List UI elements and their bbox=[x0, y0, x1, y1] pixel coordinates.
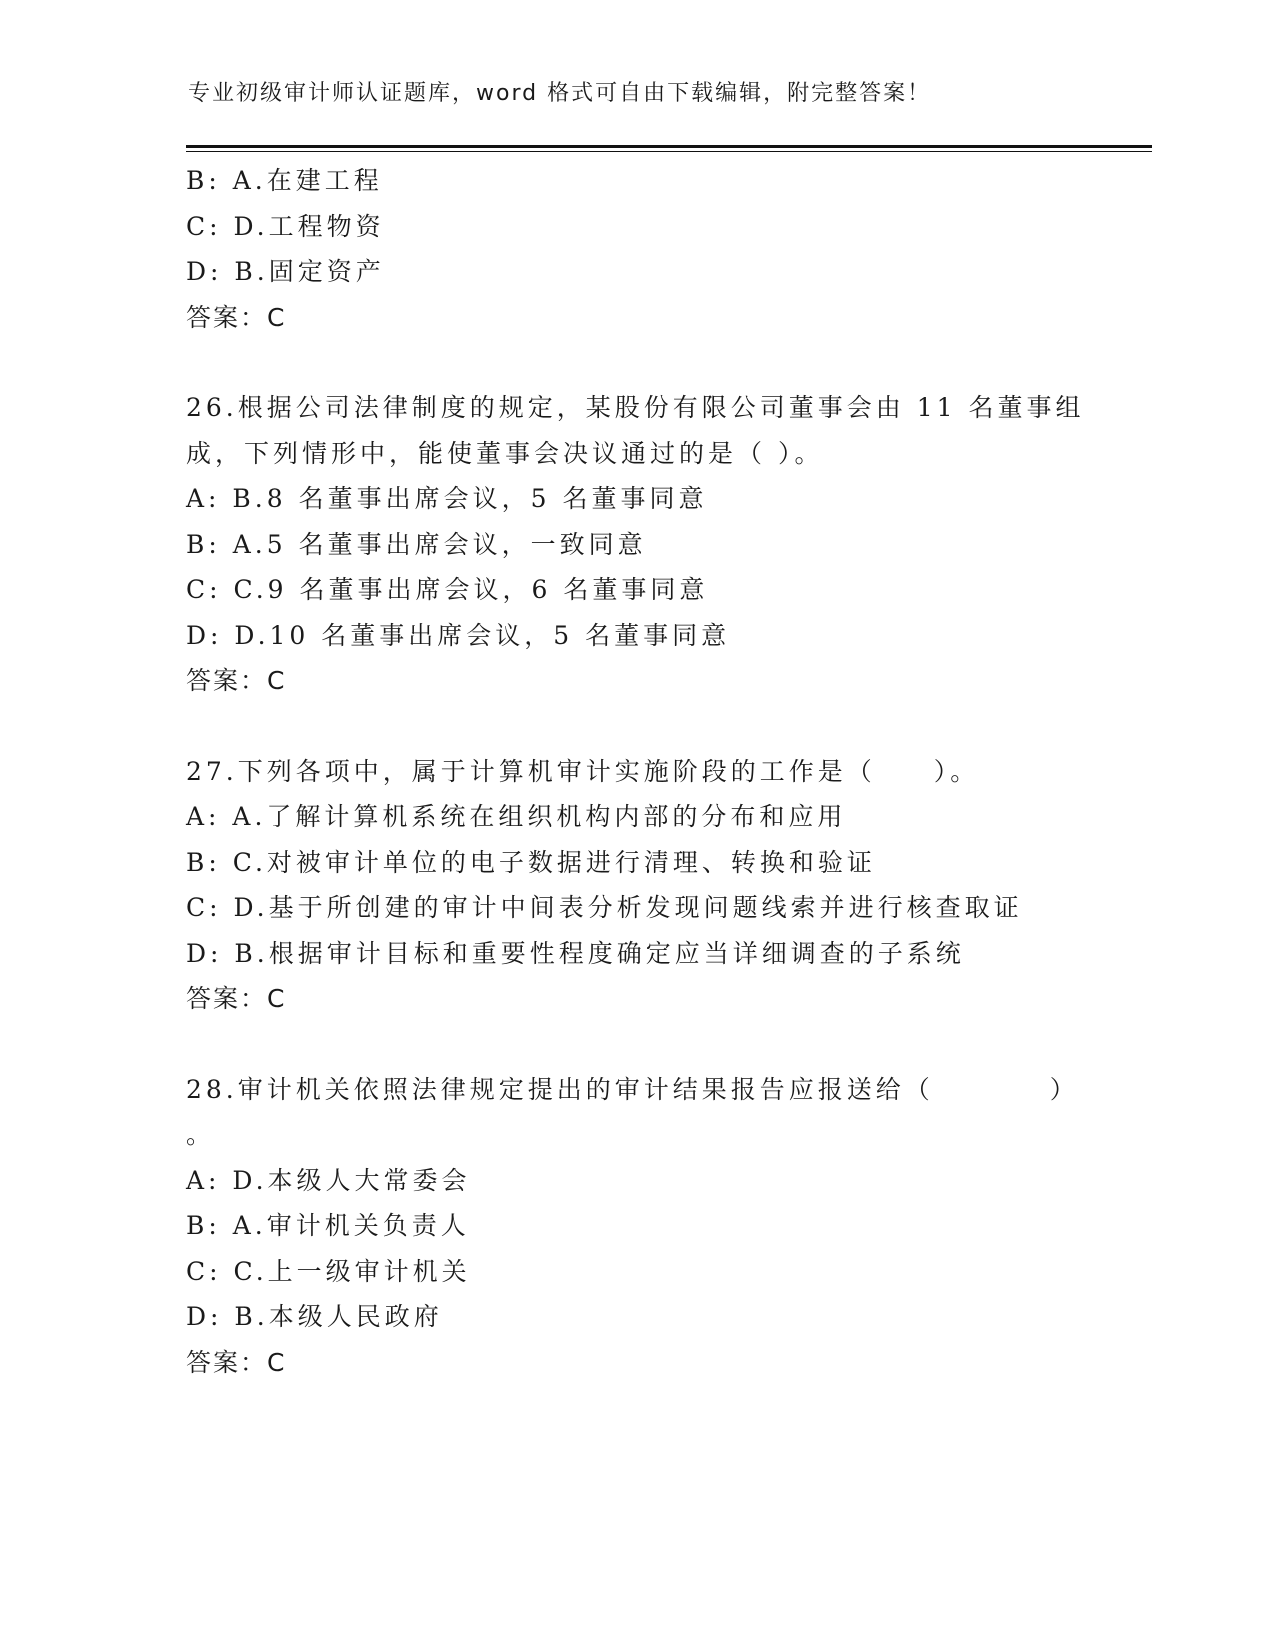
answer-line: 答案：C bbox=[186, 666, 287, 695]
question-stem-line: 成，下列情形中，能使董事会决议通过的是（ ）。 bbox=[186, 438, 824, 468]
option-a: A: A.了解计算机系统在组织机构内部的分布和应用 bbox=[186, 802, 847, 831]
question-stem-line: 。 bbox=[186, 1120, 216, 1149]
question-stem-line: 27.下列各项中，属于计算机审计实施阶段的工作是（ ）。 bbox=[186, 756, 980, 786]
option-d: D: B.根据审计目标和重要性程度确定应当详细调查的子系统 bbox=[186, 938, 965, 968]
option-d: D: B.本级人民政府 bbox=[186, 1302, 443, 1331]
option-a: A: B.8 名董事出席会议，5 名董事同意 bbox=[186, 484, 708, 513]
header-rule-thick bbox=[186, 145, 1152, 148]
answer-line: 答案：C bbox=[186, 1347, 287, 1377]
header-rule-thin bbox=[186, 151, 1152, 152]
answer-line: 答案：C bbox=[186, 984, 287, 1013]
option-b: B: A.5 名董事出席会议，一致同意 bbox=[186, 529, 647, 559]
page-header: 专业初级审计师认证题库，word 格式可自由下载编辑，附完整答案！ bbox=[188, 81, 932, 106]
option-d: D: B.固定资产 bbox=[186, 257, 385, 286]
option-c: C: C.上一级审计机关 bbox=[186, 1256, 471, 1286]
spacer bbox=[186, 1022, 1086, 1067]
spacer bbox=[186, 340, 1086, 385]
question-content bbox=[186, 158, 1086, 1385]
answer-line: 答案：C bbox=[186, 302, 287, 332]
question-27 bbox=[186, 749, 1086, 1022]
question-28 bbox=[186, 1067, 1086, 1386]
option-b: B: A.在建工程 bbox=[186, 166, 383, 195]
option-c: C: D.基于所创建的审计中间表分析发现问题线索并进行核查取证 bbox=[186, 893, 1023, 922]
option-b: B: A.审计机关负责人 bbox=[186, 1211, 470, 1240]
option-c: C: D.工程物资 bbox=[186, 211, 385, 241]
spacer bbox=[186, 704, 1086, 749]
option-c: C: C.9 名董事出席会议，6 名董事同意 bbox=[186, 575, 709, 604]
option-a: A: D.本级人大常委会 bbox=[186, 1165, 471, 1195]
question-stem-line: 26.根据公司法律制度的规定，某股份有限公司董事会由 11 名董事组 bbox=[186, 393, 1085, 422]
continued-question bbox=[186, 158, 1086, 340]
question-stem-line: 28.审计机关依照法律规定提出的审计结果报告应报送给（ ） bbox=[186, 1074, 1079, 1104]
option-d: D: D.10 名董事出席会议，5 名董事同意 bbox=[186, 620, 731, 650]
option-b: B: C.对被审计单位的电子数据进行清理、转换和验证 bbox=[186, 847, 876, 877]
question-26 bbox=[186, 385, 1086, 704]
